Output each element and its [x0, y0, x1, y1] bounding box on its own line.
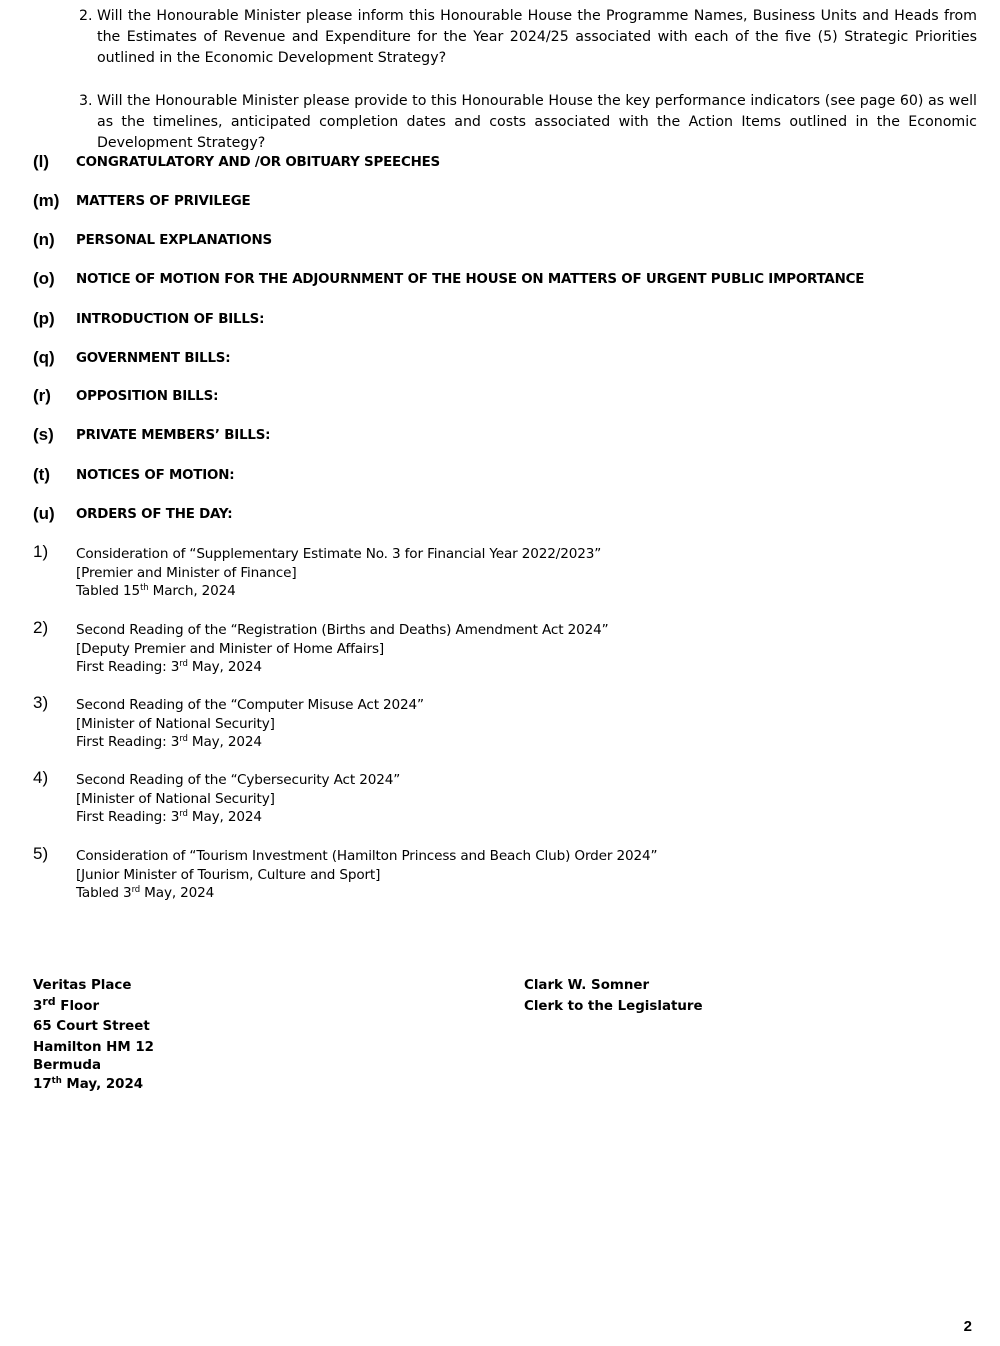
section-letter: (r) [33, 386, 51, 405]
section-letter: (l) [33, 152, 50, 171]
signature-name: Clark W. Somner [524, 978, 650, 993]
section-title: PRIVATE MEMBERS’ BILLS: [76, 428, 271, 443]
address-line: Bermuda [33, 1058, 101, 1073]
section-title: OPPOSITION BILLS: [76, 389, 219, 404]
section-title: ORDERS OF THE DAY: [76, 507, 233, 522]
section-u [33, 504, 973, 528]
order-title: Consideration of “Supplementary Estimate No. 3 for Financial Year 2022/2023” [76, 546, 602, 562]
address-block [33, 976, 154, 1095]
section-title: PERSONAL EXPLANATIONS [76, 233, 272, 248]
section-l [33, 152, 973, 176]
section-t [33, 465, 973, 489]
address-line: Veritas Place [33, 978, 132, 993]
order-number: 4) [33, 768, 49, 787]
signature-block [524, 976, 703, 1017]
order-sponsor: [Premier and Minister of Finance] [76, 564, 297, 581]
order-number: 2) [33, 618, 49, 637]
question-number: 2. [79, 8, 93, 24]
section-r [33, 386, 973, 410]
section-letter: (u) [33, 504, 55, 523]
section-n [33, 230, 973, 254]
order-date: First Reading: 3rd May, 2024 [76, 809, 262, 826]
section-letter: (n) [33, 230, 55, 249]
question-text: Will the Honourable Minister please inform this Honourable House the Programme Names, Business Units and Heads from the Estimates of Revenue and Expenditure for the Year 2024/25 associated with each of the five (5) Strategic Priorities outlined in the Economic Development Strategy? [97, 8, 977, 66]
section-m [33, 191, 973, 215]
section-title: NOTICES OF MOTION: [76, 468, 235, 483]
order-date: Tabled 15th March, 2024 [76, 583, 236, 600]
order-sponsor: [Minister of National Security] [76, 790, 275, 807]
question-2 [79, 6, 977, 69]
section-title: MATTERS OF PRIVILEGE [76, 194, 251, 209]
section-letter: (t) [33, 465, 50, 484]
section-p [33, 309, 973, 333]
section-title: GOVERNMENT BILLS: [76, 351, 231, 366]
order-date: Tabled 3rd May, 2024 [76, 885, 215, 902]
order-title: Consideration of “Tourism Investment (Hamilton Princess and Beach Club) Order 2024” [76, 848, 658, 864]
order-title: Second Reading of the “Computer Misuse Act 2024” [76, 697, 424, 713]
address-date: 17th May, 2024 [33, 1075, 144, 1092]
section-o [33, 269, 973, 293]
section-letter: (p) [33, 309, 55, 328]
section-q [33, 348, 973, 372]
question-number: 3. [79, 93, 93, 109]
order-number: 1) [33, 542, 49, 561]
order-number: 5) [33, 844, 49, 863]
section-title: CONGRATULATORY AND /OR OBITUARY SPEECHES [76, 155, 440, 170]
order-sponsor: [Deputy Premier and Minister of Home Affairs] [76, 640, 385, 657]
section-title: INTRODUCTION OF BILLS: [76, 312, 265, 327]
page-number: 2 [963, 1318, 972, 1335]
order-date: First Reading: 3rd May, 2024 [76, 659, 262, 676]
address-line: 65 Court Street [33, 1019, 150, 1034]
section-letter: (q) [33, 348, 55, 367]
address-line: Hamilton HM 12 [33, 1039, 154, 1055]
address-floor: 3rd Floor [33, 994, 100, 1014]
section-letter: (o) [33, 269, 55, 288]
section-letter: (s) [33, 425, 54, 444]
order-title: Second Reading of the “Cybersecurity Act 2024” [76, 772, 401, 788]
order-title: Second Reading of the “Registration (Births and Deaths) Amendment Act 2024” [76, 622, 609, 638]
question-3 [79, 91, 977, 154]
section-s [33, 425, 973, 449]
signature-title: Clerk to the Legislature [524, 998, 703, 1014]
section-letter: (m) [33, 191, 60, 210]
question-text: Will the Honourable Minister please provide to this Honourable House the key performance indicators (see page 60) as well as the timelines, anticipated completion dates and costs associated with the Action Items outlined in the Economic Development Strategy? [97, 93, 977, 151]
order-number: 3) [33, 693, 49, 712]
section-title: NOTICE OF MOTION FOR THE ADJOURNMENT OF THE HOUSE ON MATTERS OF URGENT PUBLIC IMPORTANCE [76, 272, 865, 287]
order-sponsor: [Minister of National Security] [76, 715, 275, 732]
order-sponsor: [Junior Minister of Tourism, Culture and Sport] [76, 866, 381, 883]
order-date: First Reading: 3rd May, 2024 [76, 734, 262, 751]
